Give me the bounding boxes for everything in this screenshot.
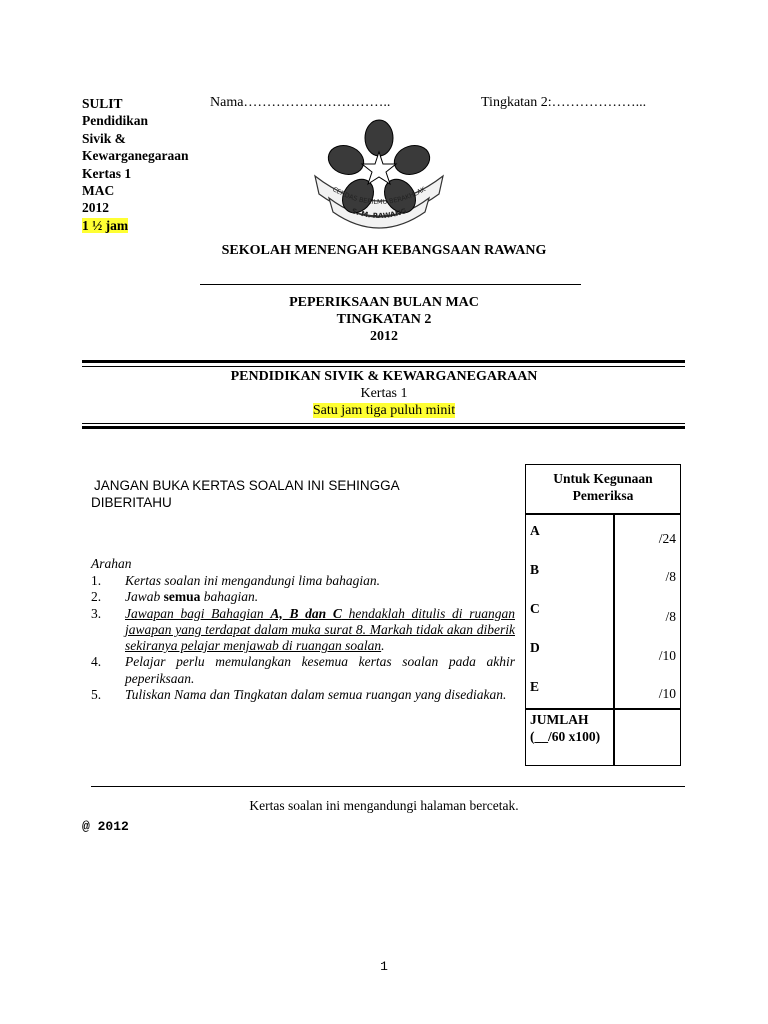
school-name: SEKOLAH MENENGAH KEBANGSAAN RAWANG <box>221 243 547 258</box>
subject-line: Sivik & <box>82 130 126 146</box>
exam-form: TINGKATAN 2 <box>336 312 432 327</box>
crest-school-name: S. M. RAWANG <box>350 207 408 221</box>
school-crest-logo <box>309 114 449 232</box>
divider <box>200 284 581 285</box>
thin-rule <box>82 366 685 367</box>
list-item: 1. Kertas soalan ini mengandungi lima bahagian. <box>91 573 381 588</box>
list-item: 5. Tuliskan Nama dan Tingkatan dalam semua ruangan yang disediakan. <box>91 687 507 703</box>
paper-time: Satu jam tiga puluh minit <box>312 403 456 418</box>
table-header: Untuk Kegunaan Pemeriksa <box>553 471 653 503</box>
thin-rule <box>82 423 685 424</box>
subject-line: Pendidikan <box>82 113 149 129</box>
warning-line: DIBERITAHU <box>91 495 172 510</box>
thick-rule <box>82 426 685 429</box>
instructions-heading: Arahan <box>91 556 132 571</box>
paper-number: Kertas 1 <box>360 386 408 401</box>
name-field: Nama………………………….. <box>210 95 391 110</box>
subject-line: SULIT <box>82 96 123 111</box>
page-number: 1 <box>380 959 388 974</box>
exam-year: 2012 <box>370 329 398 344</box>
instructions-list <box>91 573 515 703</box>
duration-label: 1 ½ jam <box>82 217 129 233</box>
list-item: 4. Pelajar perlu memulangkan kesemua kertas soalan pada akhir peperiksaan. <box>91 654 515 686</box>
subject-line: MAC <box>82 183 115 199</box>
exam-title: PEPERIKSAAN BULAN MAC <box>289 295 479 310</box>
examiner-score-table: Untuk Kegunaan Pemeriksa A /24 B /8 C /8 D /10 E /10 JUMLAH (__/60 x100) <box>525 464 681 766</box>
crest-motto: CERDAS BERILMU BERAKHLAK <box>331 185 427 207</box>
thick-rule <box>82 360 685 363</box>
list-item: 2. Jawab semua bahagian. <box>91 589 259 605</box>
warning-line: JANGAN BUKA KERTAS SOALAN INI SEHINGGA <box>94 478 400 493</box>
subject-line: Kewarganegaraan <box>82 148 189 164</box>
list-item: 3. Jawapan bagi Bahagian A, B dan C hendaklah ditulis di ruangan jawapan yang terdapat dalam muka surat 8. Markah tidak akan diberik sekiranya pelajar menjawab di ruangan soalan. <box>91 605 515 654</box>
subject-line: Kertas 1 <box>82 165 132 181</box>
subject-line: 2012 <box>82 200 109 216</box>
divider <box>91 786 685 787</box>
subject-block <box>82 95 188 234</box>
copyright: @ 2012 <box>82 819 129 834</box>
pages-note: Kertas soalan ini mengandungi halaman bercetak. <box>249 798 519 813</box>
paper-subject: PENDIDIKAN SIVIK & KEWARGANEGARAAN <box>230 369 538 384</box>
form-field: Tingkatan 2:………………... <box>481 95 647 110</box>
